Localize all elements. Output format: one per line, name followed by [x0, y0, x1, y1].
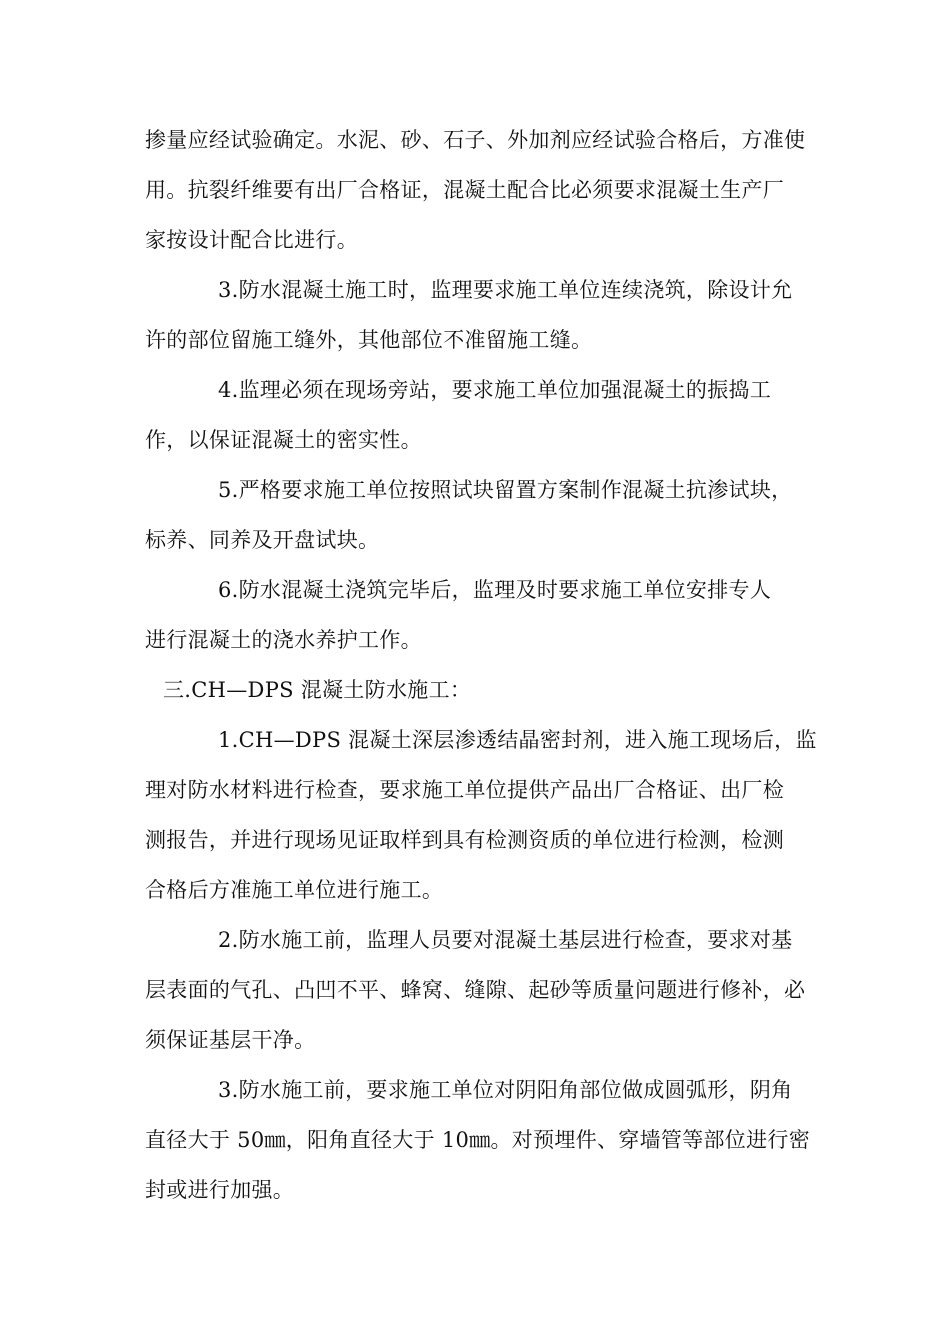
section-heading: 三.CH—DPS 混凝土防水施工： — [163, 678, 472, 702]
text-line: 封或进行加强。 — [145, 1178, 295, 1202]
text-line: 测报告，并进行现场见证取样到具有检测资质的单位进行检测，检测 — [145, 828, 784, 852]
text-line: 3.防水混凝土施工时，监理要求施工单位连续浇筑，除设计允 — [218, 278, 793, 302]
text-line: 4.监理必须在现场旁站，要求施工单位加强混凝土的振捣工 — [218, 378, 772, 402]
text-line: 家按设计配合比进行。 — [145, 228, 358, 252]
text-line: 直径大于 50㎜，阳角直径大于 10㎜。对预埋件、穿墙管等部位进行密 — [145, 1128, 810, 1152]
text-line: 2.防水施工前，监理人员要对混凝土基层进行检查，要求对基 — [218, 928, 793, 952]
text-line: 须保证基层干净。 — [145, 1028, 316, 1052]
text-line: 3.防水施工前，要求施工单位对阴阳角部位做成圆弧形，阴角 — [218, 1078, 793, 1102]
text-line: 6.防水混凝土浇筑完毕后，监理及时要求施工单位安排专人 — [218, 578, 772, 602]
text-line: 进行混凝土的浇水养护工作。 — [145, 628, 422, 652]
text-line: 1.CH—DPS 混凝土深层渗透结晶密封剂，进入施工现场后，监 — [218, 728, 817, 752]
text-line: 层表面的气孔、凸凹不平、蜂窝、缝隙、起砂等质量问题进行修补，必 — [145, 978, 806, 1002]
text-line: 5.严格要求施工单位按照试块留置方案制作混凝土抗渗试块， — [218, 478, 793, 502]
text-line: 许的部位留施工缝外，其他部位不准留施工缝。 — [145, 328, 593, 352]
text-line: 掺量应经试验确定。水泥、砂、石子、外加剂应经试验合格后，方准使 — [145, 128, 806, 152]
text-line: 作，以保证混凝土的密实性。 — [145, 428, 422, 452]
text-line: 理对防水材料进行检查，要求施工单位提供产品出厂合格证、出厂检 — [145, 778, 784, 802]
text-line: 用。抗裂纤维要有出厂合格证，混凝土配合比必须要求混凝土生产厂 — [145, 178, 784, 202]
text-line: 标养、同养及开盘试块。 — [145, 528, 380, 552]
text-line: 合格后方准施工单位进行施工。 — [145, 878, 444, 902]
